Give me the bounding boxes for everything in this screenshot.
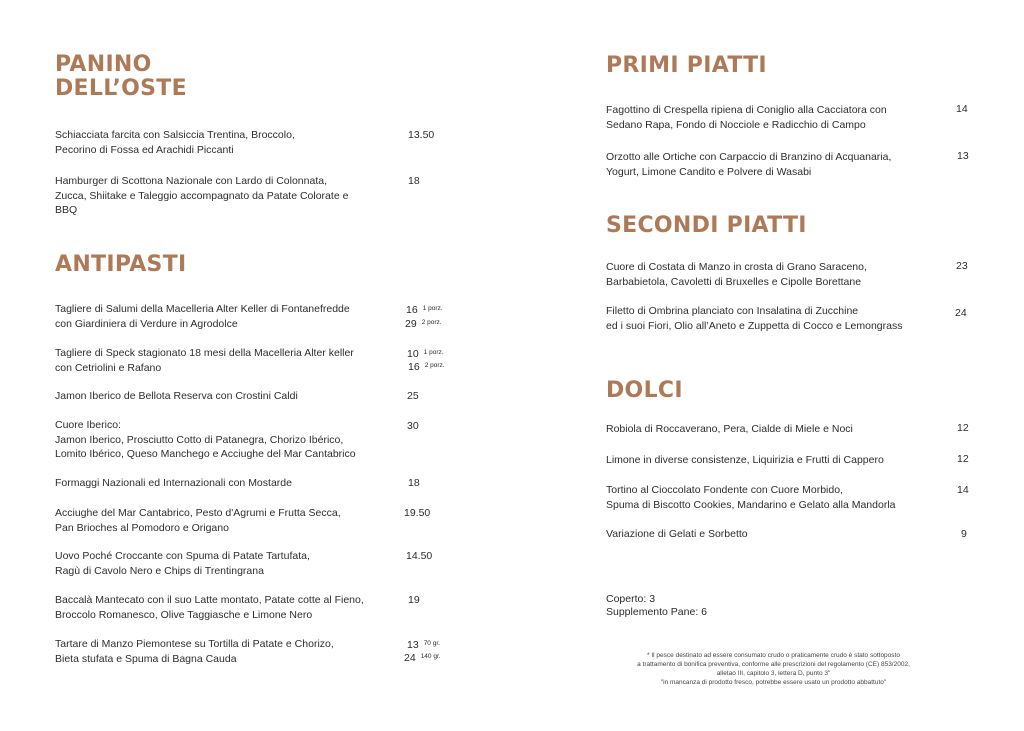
section-title-dolci: DOLCI (606, 378, 683, 403)
item-price: 9 (961, 528, 967, 540)
item-description: Acciughe del Mar Cantabrico, Pesto d'Agrumi e Frutta Secca, Pan Brioches al Pomodoro e Origano (55, 507, 341, 534)
item-description: Tartare di Manzo Piemontese su Tortilla di Patate e Chorizo, Bieta stufata e Spuma di Bagna Cauda (55, 638, 334, 665)
item-price: 12 (957, 422, 969, 434)
item-description: Tagliere di Speck stagionato 18 mesi della Macelleria Alter keller con Cetriolini e Rafano (55, 347, 354, 374)
item-price: 23 (956, 260, 968, 272)
item-description: Tortino al Cioccolato Fondente con Cuore Morbido, Spuma di Biscotto Cookies, Mandarino e Gelato alla Mandorla (606, 484, 896, 511)
item-price-1-portion: 16 1 porz. (406, 304, 443, 317)
item-price: 19.50 (404, 507, 431, 519)
item-description: Hamburger di Scottona Nazionale con Lardo di Colonnata, Zucca, Shiitake e Taleggio accompagnato da Patate Colorate e BBQ (55, 175, 349, 216)
supplemento-pane: Supplemento Pane: 6 (606, 606, 707, 618)
item-description: Formaggi Nazionali ed Internazionali con Mostarde (55, 477, 292, 489)
item-description: Fagottino di Crespella ripiena di Coniglio alla Cacciatora con Sedano Rapa, Fondo di Nocciole e Radicchio di Campo (606, 104, 887, 131)
item-description: Variazione di Gelati e Sorbetto (606, 528, 748, 540)
item-price-140g: 24 140 gr. (404, 652, 441, 665)
item-price: 14 (957, 484, 969, 496)
item-description: Filetto di Ombrina planciato con Insalatina di Zucchine ed i suoi Fiori, Olio all’Aneto e Zuppetta di Cocco e Lemongrass (606, 305, 903, 332)
item-price: 18 (408, 175, 420, 187)
item-price: 25 (407, 390, 419, 402)
section-title-primi: PRIMI PIATTI (606, 53, 767, 78)
item-price: 13.50 (408, 129, 435, 141)
item-description: Cuore di Costata di Manzo in crosta di Grano Saraceno, Barbabietola, Cavoletti di Bruxelles e Cipolle Borettane (606, 261, 867, 288)
item-description: Baccalà Mantecato con il suo Latte montato, Patate cotte al Fieno, Broccolo Romanesco, Olive Taggiasche e Limone Nero (55, 594, 364, 621)
item-price-2-portions: 29 2 porz. (405, 318, 442, 331)
item-price: 14.50 (406, 550, 433, 562)
item-description: Jamon Iberico de Bellota Reserva con Crostini Caldi (55, 390, 298, 402)
item-description: Uovo Poché Croccante con Spuma di Patate Tartufata, Ragù di Cavolo Nero e Chips di Trentingrana (55, 550, 310, 577)
item-price: 14 (956, 103, 968, 115)
item-description: Tagliere di Salumi della Macelleria Alter Keller di Fontanefredde con Giardiniera di Verdure in Agrodolce (55, 303, 350, 330)
item-description: Schiacciata farcita con Salsiccia Trentina, Broccolo, Pecorino di Fossa ed Arachidi Piccanti (55, 129, 295, 156)
section-title-secondi: SECONDI PIATTI (606, 213, 807, 238)
item-price: 18 (408, 477, 420, 489)
item-price-70g: 13 70 gr. (407, 639, 440, 652)
item-description: Robiola di Roccaverano, Pera, Cialde di Miele e Noci (606, 423, 853, 435)
item-description: Limone in diverse consistenze, Liquirizia e Frutti di Cappero (606, 454, 884, 466)
section-title-panino: PANINO DELL’OSTE (55, 52, 187, 101)
section-title-antipasti: ANTIPASTI (55, 252, 187, 277)
item-price: 13 (957, 150, 969, 162)
item-price: 30 (407, 420, 419, 432)
item-price: 12 (957, 453, 969, 465)
item-description: Orzotto alle Ortiche con Carpaccio di Branzino di Acquanaria, Yogurt, Limone Candito e Polvere di Wasabi (606, 151, 892, 178)
item-price: 24 (955, 307, 967, 319)
footnote: * Il pesce destinato ad essere consumato crudo o praticamente crudo è stato sottoposto a trattamento di bonifica preventiva, conforme alle prescrizioni del regolamento (CE) 853/2002, alletao III, capitolo 3, lettera D, punto 3" "in mancanza di prodotto fresco, potrebbe essere usato un prodotto abbattuto" (637, 652, 910, 686)
item-price-1-portion: 10 1 porz. (407, 348, 444, 361)
item-price: 19 (408, 594, 420, 606)
item-description: Cuore Iberico: Jamon Iberico, Prosciutto Cotto di Patanegra, Chorizo Ibérico, Lomito Ibérico, Queso Manchego e Acciughe del Mar Cantabrico (55, 419, 356, 460)
item-price-2-portions: 16 2 porz. (408, 361, 445, 374)
coperto: Coperto: 3 (606, 593, 656, 605)
